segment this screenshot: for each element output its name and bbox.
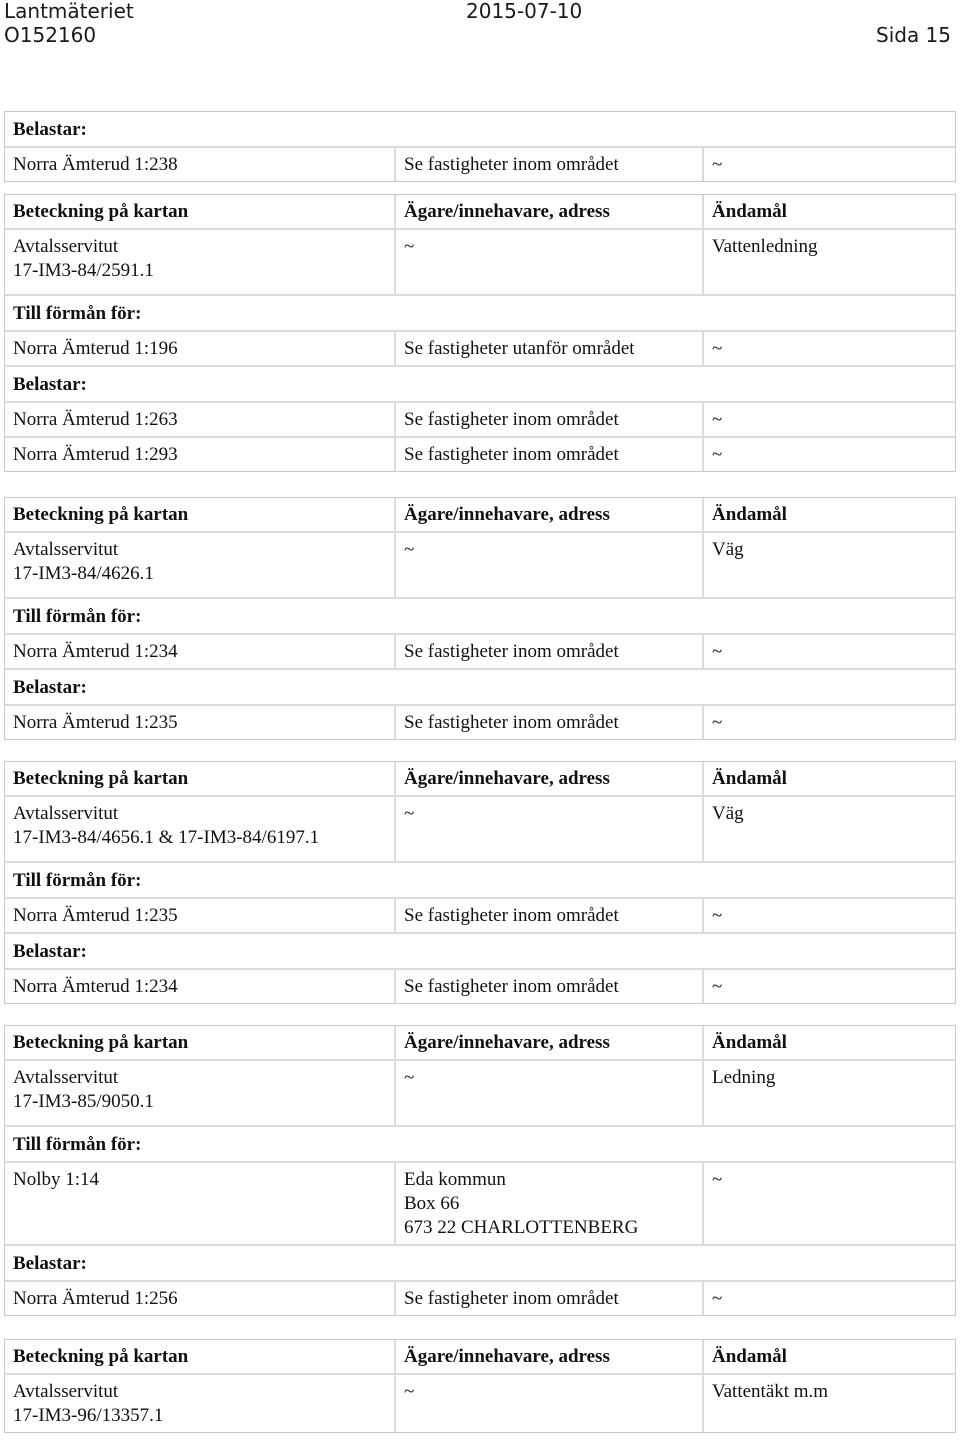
page-number: Sida 15 <box>876 23 952 47</box>
servitut-type: Avtalsservitut <box>13 1067 119 1088</box>
beteckning: 17-IM3-84/4656.1 & 17-IM3-84/6197.1 <box>13 827 320 848</box>
andamal-cell: Väg <box>712 803 744 824</box>
col-andamal-header: Ändamål <box>712 201 787 222</box>
agare-cell: ~ <box>396 1375 704 1432</box>
extra-cell: ~ <box>712 905 723 926</box>
extra-cell: ~ <box>712 154 723 175</box>
col-beteckning-header: Beteckning på kartan <box>5 498 396 531</box>
servitut-table-4 <box>4 1025 956 1316</box>
fastighet-cell: Norra Ämterud 1:234 <box>5 635 396 668</box>
column-header-row <box>5 1026 955 1059</box>
document-date: 2015-07-10 <box>466 0 583 23</box>
andamal-cell: Vattentäkt m.m <box>712 1381 829 1402</box>
belastar-label: Belastar: <box>13 941 87 962</box>
fastighet-cell: Norra Ämterud 1:196 <box>5 332 396 365</box>
note-cell: Se fastigheter inom området <box>396 899 704 932</box>
andamal-cell: Vattenledning <box>712 236 818 257</box>
servitut-table-1 <box>4 194 956 472</box>
address-line: 673 22 CHARLOTTENBERG <box>404 1217 639 1238</box>
till-forman-for-label: Till förmån för: <box>13 606 142 627</box>
agare-cell: ~ <box>396 533 704 597</box>
table-row <box>5 330 955 365</box>
fastighet-cell: Norra Ämterud 1:256 <box>5 1282 396 1315</box>
table-row <box>5 1280 955 1315</box>
till-forman-for-label: Till förmån för: <box>13 303 142 324</box>
note-cell: Se fastigheter inom området <box>396 148 704 181</box>
table-row <box>5 633 955 668</box>
extra-cell: ~ <box>712 338 723 359</box>
andamal-cell: Väg <box>712 539 744 560</box>
col-beteckning-header: Beteckning på kartan <box>5 1026 396 1059</box>
fastighet-cell: Norra Ämterud 1:238 <box>5 148 396 181</box>
belastar-label: Belastar: <box>13 677 87 698</box>
beteckning: 17-IM3-96/13357.1 <box>13 1405 164 1426</box>
col-agare-header: Ägare/innehavare, adress <box>396 1340 704 1373</box>
col-agare-header: Ägare/innehavare, adress <box>396 498 704 531</box>
belastar-label: Belastar: <box>13 1253 87 1274</box>
servitut-type: Avtalsservitut <box>13 1381 119 1402</box>
servitut-type: Avtalsservitut <box>13 236 119 257</box>
table-row <box>5 436 955 471</box>
beteckning: 17-IM3-84/4626.1 <box>13 563 154 584</box>
owner-address <box>396 1163 704 1244</box>
table-row <box>5 401 955 436</box>
address-line: Eda kommun <box>404 1169 506 1190</box>
agare-cell: ~ <box>396 797 704 861</box>
servitut-row <box>5 228 955 294</box>
col-agare-header: Ägare/innehavare, adress <box>396 1026 704 1059</box>
col-andamal-header: Ändamål <box>712 768 787 789</box>
extra-cell: ~ <box>712 976 723 997</box>
servitut-table-2 <box>4 497 956 740</box>
servitut-table-5 <box>4 1339 956 1433</box>
till-forman-for-label: Till förmån för: <box>13 1134 142 1155</box>
table-row <box>5 704 955 739</box>
fastighet-cell: Norra Ämterud 1:235 <box>5 899 396 932</box>
note-cell: Se fastigheter inom området <box>396 403 704 436</box>
col-agare-header: Ägare/innehavare, adress <box>396 195 704 228</box>
till-forman-for-label: Till förmån för: <box>13 870 142 891</box>
fastighet-cell: Norra Ämterud 1:234 <box>5 970 396 1003</box>
extra-cell: ~ <box>712 641 723 662</box>
extra-cell: ~ <box>712 1288 723 1309</box>
extra-cell: ~ <box>712 409 723 430</box>
servitut-row <box>5 795 955 861</box>
fastighet-cell: Norra Ämterud 1:263 <box>5 403 396 436</box>
servitut-type: Avtalsservitut <box>13 539 119 560</box>
col-beteckning-header: Beteckning på kartan <box>5 1340 396 1373</box>
servitut-row <box>5 1373 955 1432</box>
fastighet-cell: Norra Ämterud 1:235 <box>5 706 396 739</box>
column-header-row <box>5 1340 955 1373</box>
note-cell: Se fastigheter inom området <box>396 1282 704 1315</box>
org-name: Lantmäteriet <box>4 0 134 23</box>
col-beteckning-header: Beteckning på kartan <box>5 762 396 795</box>
note-cell: Se fastigheter inom området <box>396 635 704 668</box>
servitut-table-3 <box>4 761 956 1004</box>
table-row <box>5 1161 955 1244</box>
col-beteckning-header: Beteckning på kartan <box>5 195 396 228</box>
note-cell: Se fastigheter inom området <box>396 970 704 1003</box>
column-header-row <box>5 498 955 531</box>
servitut-row <box>5 531 955 597</box>
column-header-row <box>5 762 955 795</box>
andamal-cell: Ledning <box>712 1067 776 1088</box>
belastar-label: Belastar: <box>13 119 87 140</box>
col-agare-header: Ägare/innehavare, adress <box>396 762 704 795</box>
extra-cell: ~ <box>712 444 723 465</box>
column-header-row <box>5 195 955 228</box>
col-andamal-header: Ändamål <box>712 1346 787 1367</box>
beteckning: 17-IM3-84/2591.1 <box>13 260 154 281</box>
document-id: O152160 <box>4 23 97 47</box>
beteckning: 17-IM3-85/9050.1 <box>13 1091 154 1112</box>
col-andamal-header: Ändamål <box>712 1032 787 1053</box>
note-cell: Se fastigheter inom området <box>396 706 704 739</box>
intro-belastar-table <box>4 111 956 182</box>
agare-cell: ~ <box>396 230 704 294</box>
fastighet-cell: Nolby 1:14 <box>5 1163 396 1244</box>
fastighet-cell: Norra Ämterud 1:293 <box>5 438 396 471</box>
servitut-row <box>5 1059 955 1125</box>
note-cell: Se fastigheter inom området <box>396 438 704 471</box>
servitut-type: Avtalsservitut <box>13 803 119 824</box>
extra-cell: ~ <box>712 1169 723 1190</box>
belastar-label: Belastar: <box>13 374 87 395</box>
address-line: Box 66 <box>404 1193 460 1214</box>
table-row <box>5 968 955 1003</box>
col-andamal-header: Ändamål <box>712 504 787 525</box>
agare-cell: ~ <box>396 1061 704 1125</box>
note-cell: Se fastigheter utanför området <box>396 332 704 365</box>
extra-cell: ~ <box>712 712 723 733</box>
table-row <box>5 146 955 181</box>
table-row <box>5 897 955 932</box>
